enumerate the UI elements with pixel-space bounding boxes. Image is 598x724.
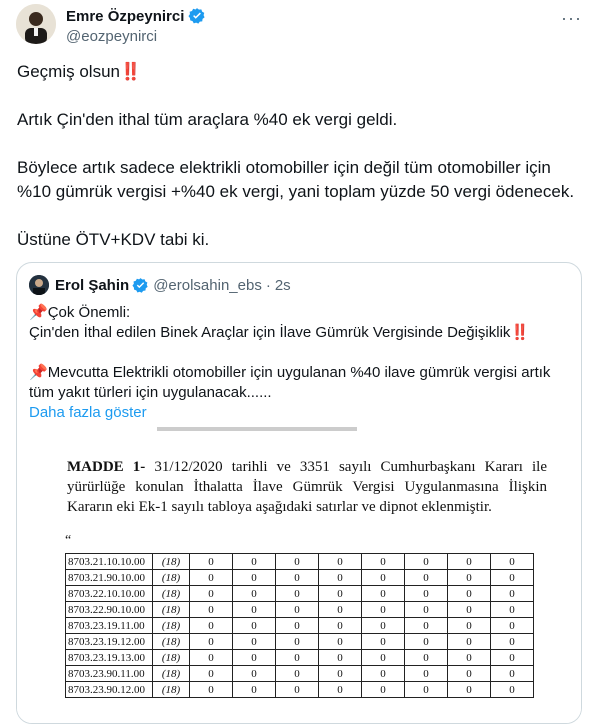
author-handle: @eozpeynirci (66, 28, 158, 45)
table-row (66, 570, 534, 586)
table-row (66, 586, 534, 602)
rate-cell: 0 (190, 570, 233, 586)
tariff-code-cell: 8703.21.10.10.00 (66, 554, 153, 570)
verified-badge-icon (188, 7, 206, 25)
rate-cell: 0 (233, 634, 276, 650)
table-row (66, 602, 534, 618)
rate-cell: 0 (190, 634, 233, 650)
rate-cell: 0 (319, 554, 362, 570)
footnote-cell: (18) (153, 618, 190, 634)
tweet-line: Üstüne ÖTV+KDV tabi ki. (17, 230, 210, 249)
quoted-time[interactable]: 2s (274, 276, 291, 294)
rate-cell: 0 (448, 650, 491, 666)
rate-cell: 0 (190, 586, 233, 602)
rate-cell: 0 (233, 554, 276, 570)
table-row (66, 618, 534, 634)
rate-cell: 0 (233, 618, 276, 634)
tweet-text (17, 60, 583, 252)
tweet-line: Artık Çin'den ithal tüm araçlara %40 ek vergi geldi. (17, 110, 398, 129)
rate-cell: 0 (448, 602, 491, 618)
footnote-cell: (18) (153, 682, 190, 698)
avatar[interactable] (16, 4, 56, 44)
more-dots-icon[interactable]: ··· (561, 8, 582, 28)
rate-cell: 0 (491, 682, 534, 698)
footnote-cell: (18) (153, 634, 190, 650)
rate-cell: 0 (362, 666, 405, 682)
table-row (66, 666, 534, 682)
tariff-code-cell: 8703.21.90.10.00 (66, 570, 153, 586)
show-more-link[interactable]: Daha fazla göster (29, 404, 147, 421)
rate-cell: 0 (276, 586, 319, 602)
author-name[interactable]: Emre Özpeynirci (66, 7, 185, 25)
rate-cell: 0 (491, 570, 534, 586)
rate-cell: 0 (491, 602, 534, 618)
rate-cell: 0 (233, 666, 276, 682)
rate-cell: 0 (319, 682, 362, 698)
pushpin-icon: 📌 (29, 364, 48, 381)
cropped-heading (157, 427, 357, 431)
tweet-line: Geçmiş olsun‼️ (17, 62, 142, 81)
rate-cell: 0 (448, 634, 491, 650)
footnote-cell: (18) (153, 586, 190, 602)
rate-cell: 0 (233, 602, 276, 618)
tariff-code-cell: 8703.23.90.12.00 (66, 682, 153, 698)
rate-cell: 0 (491, 634, 534, 650)
document-image[interactable] (17, 423, 581, 723)
rate-cell: 0 (319, 570, 362, 586)
quoted-author-handle: @erolsahin_ebs (153, 276, 262, 294)
rate-cell: 0 (276, 554, 319, 570)
rate-cell: 0 (491, 618, 534, 634)
rate-cell: 0 (491, 666, 534, 682)
rate-cell: 0 (319, 618, 362, 634)
tariff-code-cell: 8703.23.19.13.00 (66, 650, 153, 666)
table-row (66, 682, 534, 698)
rate-cell: 0 (233, 650, 276, 666)
rate-cell: 0 (319, 586, 362, 602)
rate-cell: 0 (448, 682, 491, 698)
rate-cell: 0 (276, 634, 319, 650)
rate-cell: 0 (276, 618, 319, 634)
rate-cell: 0 (362, 682, 405, 698)
rate-cell: 0 (362, 650, 405, 666)
rate-cell: 0 (190, 554, 233, 570)
quoted-text: 📌Çok Önemli: Çin'den İthal edilen Binek Araçlar için İlave Gümrük Vergisinde Değişiklik‼️ 📌Mevcutta Elektrikli otomobiller için uygulanan %40 ilave gümrük vergisi artık tüm yakıt türleri için uygulanacak...... Daha fazla göster (29, 304, 551, 421)
rate-cell: 0 (190, 650, 233, 666)
rate-cell: 0 (362, 618, 405, 634)
quoted-tweet[interactable] (16, 262, 582, 724)
rate-cell: 0 (405, 554, 448, 570)
rate-cell: 0 (405, 618, 448, 634)
tweet-line: Böylece artık sadece elektrikli otomobiller için değil tüm otomobiller için %10 gümrük vergisi +%40 ek vergi, yani toplam yüzde 50 vergi ödenecek. (17, 158, 575, 201)
double-exclamation-icon: ‼️ (119, 62, 142, 81)
tariff-code-cell: 8703.22.90.10.00 (66, 602, 153, 618)
table-row (66, 650, 534, 666)
rate-cell: 0 (491, 554, 534, 570)
opening-quote: “ (65, 533, 72, 548)
rate-cell: 0 (448, 586, 491, 602)
rate-cell: 0 (276, 682, 319, 698)
rate-cell: 0 (319, 666, 362, 682)
rate-cell: 0 (190, 618, 233, 634)
table-row (66, 634, 534, 650)
rate-cell: 0 (190, 666, 233, 682)
rate-cell: 0 (405, 570, 448, 586)
rate-cell: 0 (276, 570, 319, 586)
separator-dot: · (265, 276, 271, 294)
verified-badge-icon (132, 277, 149, 294)
table-row (66, 554, 534, 570)
rate-cell: 0 (362, 570, 405, 586)
rate-cell: 0 (405, 602, 448, 618)
rate-cell: 0 (448, 554, 491, 570)
rate-cell: 0 (491, 586, 534, 602)
rate-cell: 0 (276, 650, 319, 666)
tariff-code-cell: 8703.23.19.11.00 (66, 618, 153, 634)
rate-cell: 0 (276, 602, 319, 618)
rate-cell: 0 (362, 554, 405, 570)
rate-cell: 0 (319, 634, 362, 650)
rate-cell: 0 (190, 602, 233, 618)
rate-cell: 0 (276, 666, 319, 682)
rate-cell: 0 (405, 682, 448, 698)
rate-cell: 0 (319, 602, 362, 618)
tariff-code-cell: 8703.23.19.12.00 (66, 634, 153, 650)
rate-cell: 0 (233, 682, 276, 698)
quoted-author-name[interactable]: Erol Şahin (55, 276, 130, 294)
rate-cell: 0 (405, 634, 448, 650)
rate-cell: 0 (405, 586, 448, 602)
tariff-code-cell: 8703.22.10.10.00 (66, 586, 153, 602)
footnote-cell: (18) (153, 602, 190, 618)
rate-cell: 0 (362, 634, 405, 650)
rate-cell: 0 (190, 682, 233, 698)
quoted-avatar[interactable] (29, 275, 49, 295)
rate-cell: 0 (448, 618, 491, 634)
rate-cell: 0 (491, 650, 534, 666)
footnote-cell: (18) (153, 554, 190, 570)
rate-cell: 0 (448, 666, 491, 682)
footnote-cell: (18) (153, 570, 190, 586)
rate-cell: 0 (448, 570, 491, 586)
footnote-cell: (18) (153, 650, 190, 666)
avatar-image (16, 4, 56, 44)
rate-cell: 0 (233, 570, 276, 586)
rate-cell: 0 (405, 666, 448, 682)
footnote-cell: (18) (153, 666, 190, 682)
tweet-header (16, 4, 582, 46)
rate-cell: 0 (319, 650, 362, 666)
double-exclamation-icon: ‼️ (510, 324, 530, 341)
rate-cell: 0 (405, 650, 448, 666)
madde-paragraph: MADDE 1- 31/12/2020 tarihli ve 3351 sayılı Cumhurbaşkanı Kararı ile yürürlüğe konulan İthalatta İlave Gümrük Vergisi Uygulanmasına İlişkin Kararın eki Ek-1 sayılı tabloya aşağıdaki satırlar ve dipnot eklenmiştir. (67, 459, 548, 515)
rate-cell: 0 (362, 586, 405, 602)
tariff-table (65, 553, 534, 698)
rate-cell: 0 (362, 602, 405, 618)
tariff-code-cell: 8703.23.90.11.00 (66, 666, 153, 682)
rate-cell: 0 (233, 586, 276, 602)
pushpin-icon: 📌 (29, 304, 48, 321)
